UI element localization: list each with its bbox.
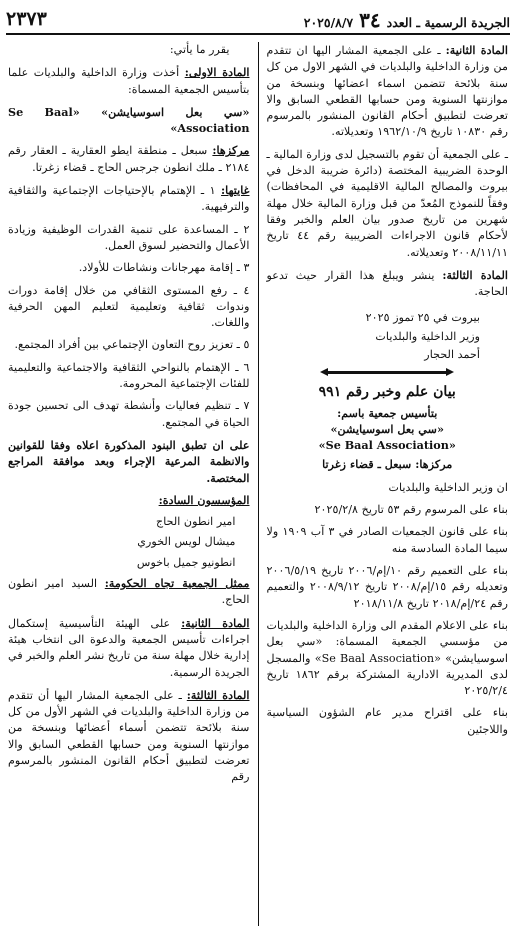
article-1-paragraph [8, 64, 250, 98]
tax-registration-paragraph: ـ على الجمعية أن تقوم بالتسجيل لدى وزارة المالية ـ الوحدة الضريبية المختصة (دائرة ضريبة الدخل في بيروت والمصالح المالية الاقليمية في المحافظات) وفقاً للنموذج المُعدّ من قبل وزارة المالية خلال مهلة شهرين من تاريخ صدور بيان العلم والخبر وفقا لأحكام قانون الاجراءات الضريبية رقم ٤٤ تاريخ ٢٠٠٨/١١/١١ وتعديلاته. [266, 147, 508, 259]
signature-place-date: بيروت في ٢٥ تموز ٢٠٢٥ [365, 311, 480, 325]
article-3-label: المادة الثالثة: [442, 267, 508, 282]
headquarters-paragraph [8, 142, 250, 176]
goal-1 [8, 182, 250, 216]
founder-1: امير انطون الحاج [155, 515, 236, 529]
notice-subtitle: بتأسيس جمعية باسم: [337, 405, 438, 420]
goal-6: ٦ ـ الإهتمام بالنواحي الثقافية والاجتماعية والتعليمية للفئات الإجتماعية المحرومة. [8, 360, 250, 391]
representative-label: ممثل الجمعية تجاه الحكومة: [104, 576, 250, 591]
article-3-text: ينشر ويبلغ هذا القرار حيث تدعو الحاجة. [266, 268, 508, 299]
recital-decree: بناء على المرسوم رقم ٥٣ تاريخ ٢٠٢٥/٢/٨ [314, 503, 508, 517]
notice-title: بيان علم وخبر رقم ٩٩١ [318, 384, 456, 401]
goals-label: غايتها: [221, 183, 250, 198]
issue-number: ٣٤ [359, 8, 381, 32]
headquarters-label: مركزها: [212, 143, 250, 158]
article-3-label-left: المادة الثالثة: [186, 687, 250, 702]
goal-2: ٢ ـ المساعدة على تنمية القدرات الوظيفية وزيادة الأعمال والتحضير لسوق العمل. [8, 222, 250, 252]
article-2-paragraph [267, 42, 509, 141]
article-3-paragraph [267, 267, 509, 301]
columns [8, 42, 508, 926]
header-rule [6, 33, 510, 35]
article-2-label-left: المادة الثانية: [181, 615, 250, 630]
headquarters-text: سبعل ـ منطقة ايطو العقارية ـ العقار رقم ٢١٨٤ ـ ملك انطون جرجس الحاج ـ قضاء زغرتا. [8, 144, 250, 174]
page-number: ٢٣٧٣ [6, 8, 47, 30]
goal-1-text: ١ ـ الإهتمام بالإحتياجات الإجتماعية والثقافية والترفيهية. [8, 184, 250, 214]
page-header [6, 8, 510, 30]
association-full-name: «سي بعل اسوسيايشن» «Se Baal Association» [8, 104, 250, 136]
founder-3: انطونيو جميل باخوس [136, 555, 236, 569]
recital-notification: بناء على الاعلام المقدم الى وزارة الداخلية والبلديات من مؤسسي الجمعية المسماة: «سي بعل اسوسيايشن» «Se Baal Association» والمسجل لدى المديرية الادارية المشتركة برقم ١٨٦٢ تاريخ ٢٠٢٥/٢/٤ [266, 618, 508, 698]
compliance-clause: على ان تطبق البنود المذكورة اعلاه وفقا للقوانين والانظمة المرعية الإجراء وبعد موافقة المراجع المختصة. [8, 437, 250, 485]
article-2-text-left: على الهيئة التأسيسية إستكمال اجراءات تأسيس الجمعية والدعوة الى انتخاب هيئة إدارية خلال مهلة سنة من تاريخ نشر العلم والخبر في الجريدة الرسمية. [8, 616, 250, 679]
notice-headquarters: مركزها: سبعل ـ قضاء زغرتا [322, 456, 453, 471]
goal-4: ٤ ـ رفع المستوى الثقافي من خلال إقامة دورات وندوات ثقافية وتعليمية لتعليم المهن الحرفية واللغات. [8, 283, 250, 330]
signature-name: أحمد الحجار [424, 348, 480, 362]
association-name-arabic: «سي بعل اسوسيايشن» [330, 421, 444, 436]
journal-title [303, 8, 510, 32]
goal-7: ٧ ـ تنظيم فعاليات وأنشطة تهدف الى تحسين جودة الحياة في المجتمع. [8, 399, 250, 429]
recital-associations-law: بناء على قانون الجمعيات الصادر في ٣ آب ١٩٠٩ ولا سيما المادة السادسة منه [266, 525, 508, 555]
recital-proposal: بناء على اقتراح مدير عام الشؤون السياسية واللاجئين [266, 706, 508, 736]
decision-heading: يقرر ما يأتي: [169, 43, 230, 56]
minister-intro: ان وزير الداخلية والبلديات [388, 480, 508, 494]
goal-5: ٥ ـ تعزيز روح التعاون الإجتماعي بين أفراد المجتمع. [14, 338, 250, 352]
founders-label: المؤسسون السادة: [158, 492, 250, 507]
article-3-text-left: ـ على الجمعية المشار اليها أن تتقدم من وزارة الداخلية والبلديات في الشهر الأول من كل سنة بلائحة تتضمن أسماء أعضائها وبنسخة من موازنتها السنوية ومن حسابها القطعي السابق والا تعرضت لتطبيق أحكام القانون المنشور بالمرسوم رقم [8, 688, 250, 784]
association-name-english: «Se Baal Association» [318, 438, 456, 453]
goal-3: ٣ ـ إقامة مهرجانات ونشاطات للأولاد. [78, 261, 250, 275]
article-3-paragraph-left [8, 687, 250, 786]
right-column [259, 42, 509, 926]
section-divider [267, 371, 509, 374]
recital-circulars: بناء على التعميم رقم ١٠/إم/٢٠٠٦ تاريخ ٢٠٠٦/٥/١٩ وتعديله رقم ١٥/إم/٢٠٠٨ تاريخ ٢٠٠٨/٩/١٢ والتعميم رقم ٢٤/إم/٢٠١٨ تاريخ ٢٠١٨/١١/٨ [266, 564, 508, 610]
article-2-paragraph-left [8, 615, 250, 681]
issue-date: ٢٠٢٥/٨/٧ [303, 15, 354, 30]
representative-text: السيد امير انطون الحاج. [8, 577, 250, 607]
journal-name: الجريدة الرسمية ـ العدد [386, 15, 510, 30]
left-column [8, 42, 259, 926]
article-1-text: أخذت وزارة الداخلية والبلديات علما بتأسيس الجمعية المسماة: [8, 66, 250, 96]
article-2-label: المادة الثانية: [445, 43, 508, 57]
founder-2: ميشال لويس الخوري [137, 535, 236, 549]
article-1-label: المادة الاولى: [184, 65, 250, 80]
signature-title: وزير الداخلية والبلديات [375, 329, 480, 343]
article-2-text: ـ على الجمعية المشار اليها ان تتقدم من وزارة الداخلية والبلديات في الشهر الاول من كل سنة بلائحة تتضمن اسماء اعضائها وبنسخة من موازنتها السنوية ومن حسابها القطعي السابق والا تعرضت لتطبيق أحكام القانون المنشور بالمرسوم رقم ١٠٨٣٠ تاريخ ١٩٦٢/١٠/٩ وتعديلاته. [266, 44, 508, 139]
government-representative [8, 575, 250, 609]
